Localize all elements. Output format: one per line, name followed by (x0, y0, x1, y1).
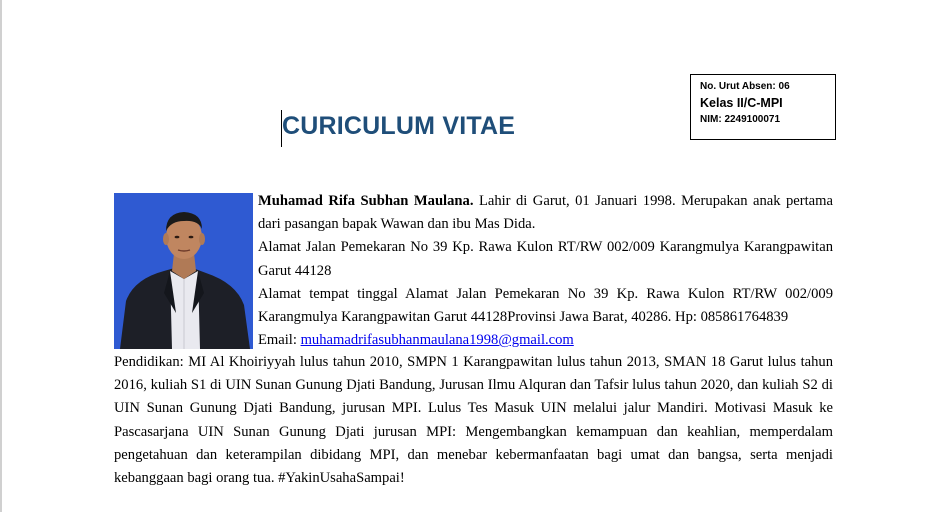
document-title: CURICULUM VITAE (282, 112, 516, 140)
profile-photo (114, 193, 253, 349)
email-link[interactable]: muhamadrifasubhanmaulana1998@gmail.com (300, 332, 574, 349)
birth-info: Lahir di Garut, 01 Januari 1998. Merupakan anak pertama dari pasangan bapak Wawan dan ibu Mas Dida. (258, 193, 833, 233)
education-paragraph: Pendidikan: MI Al Khoiriyyah lulus tahun 2010, SMPN 1 Karangpawitan lulus tahun 2013, SMAN 18 Garut lulus tahun 2016, kuliah S1 di UIN Sunan Gunung Djati Bandung, Jurusan Ilmu Alquran dan Tafsir lulus tahun 2020, dan kuliah S2 di UIN Sunan Gunung Djati Bandung, jurusan MPI. Lulus Tes Masuk UIN melalui jalur Mandiri. Motivasi Masuk ke Pascasarjana UIN Sunan Gunung Djati jurusan MPI: Mengembangkan kemampuan dan keahlian, memperdalam pengetahuan dan keterampilan dibidang MPI, dan menebar kebermanfaatan bagi umat dan bangsa, serta menjadi kebanggaan bagi orang tua. #YakinUsahaSampai! (114, 354, 833, 487)
bio-section (258, 190, 833, 352)
class-label: Kelas II/C-MPI (700, 96, 783, 110)
email-label: Email: (258, 332, 301, 349)
person-photo-icon (114, 193, 253, 349)
full-name: Muhamad Rifa Subhan Maulana. (258, 193, 474, 209)
email-paragraph (258, 329, 833, 352)
nim-number: NIM: 2249100071 (700, 114, 781, 125)
absen-number: No. Urut Absen: 06 (700, 81, 790, 92)
address-paragraph: Alamat Jalan Pemekaran No 39 Kp. Rawa Kulon RT/RW 002/009 Karangmulya Karangpawitan Garut 44128 (258, 239, 833, 279)
page-left-edge (0, 0, 2, 512)
residence-paragraph: Alamat tempat tinggal Alamat Jalan Pemekaran No 39 Kp. Rawa Kulon RT/RW 002/009 Karangmulya Karangpawitan Garut 44128Provinsi Jawa Barat, 40286. Hp: 085861764839 (258, 285, 833, 326)
student-info-box (690, 74, 836, 140)
bio-intro-paragraph (258, 190, 833, 236)
